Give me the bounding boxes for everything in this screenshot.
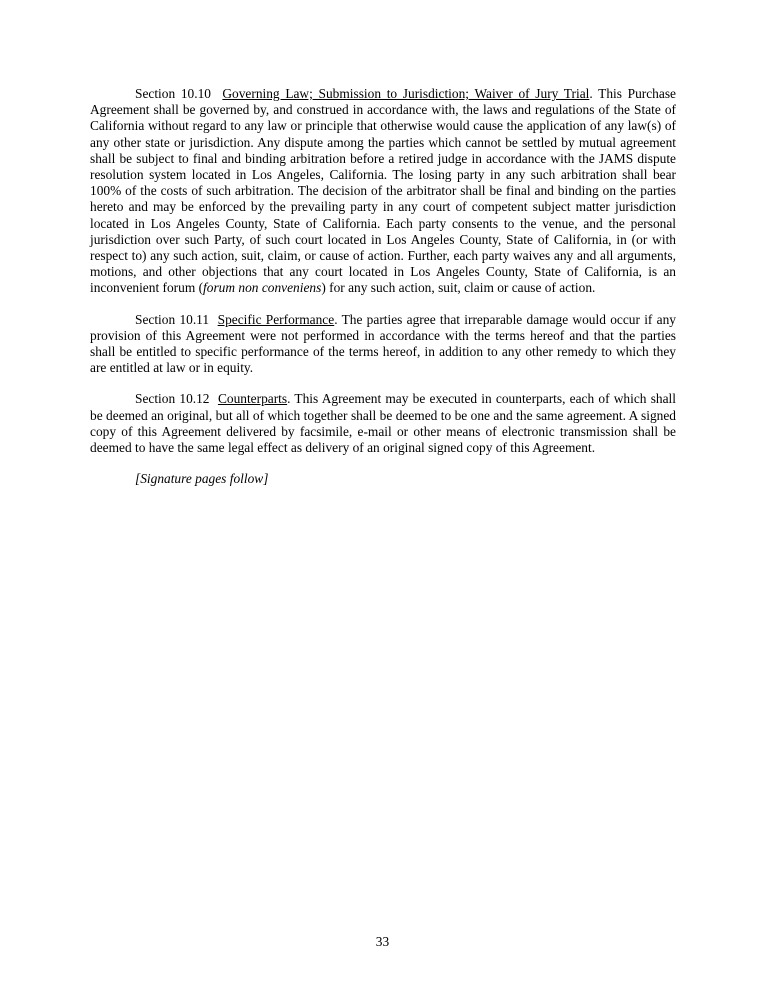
section-label: Section 10.12	[135, 391, 210, 407]
section-label: Section 10.11	[135, 311, 210, 327]
section-body: . This Agreement may be executed in counterparts, each of which shall be deemed an original, but all of which together shall be deemed to be one and the same agreement. A signed copy of this Agreement delivered by facsimile, e-mail or other means of electronic transmission shall be deemed to have the same legal effect as delivery of an original signed copy of this Agreement.	[90, 391, 676, 456]
section-body: . This Purchase Agreement shall be governed by, and construed in accordance with, the laws and regulations of the State of California without regard to any law or principle that otherwise would cause the application of any law(s) of any other state or jurisdiction. Any dispute among the parties which cannot be settled by mutual agreement shall be subject to final and binding arbitration before a retired judge in accordance with the JAMS dispute resolution system located in Los Angeles, California. The losing party in any such arbitration shall bear 100% of the costs of such arbitration. The decision of the arbitrator shall be final and binding on the parties hereto and may be enforced by the prevailing party in any court of competent subject matter jurisdiction located in Los Angeles County, State of California. Each party consents to the venue, and the personal jurisdiction over such Party, of such court located in Los Angeles County, State of California, in (or with respect to) any such action, suit, claim, or cause of action. Further, each party waives any and all arguments, motions, and other objections that any court located in Los Angeles County, State of California, is an inconvenient forum (	[90, 86, 676, 296]
section-10-11-paragraph	[90, 312, 676, 377]
section-10-12-paragraph	[90, 391, 676, 456]
section-heading: Governing Law; Submission to Jurisdiction; Waiver of Jury Trial	[222, 86, 590, 101]
section-10-10-paragraph	[90, 86, 676, 297]
section-heading: Counterparts	[217, 391, 288, 407]
section-label: Section 10.10	[135, 86, 211, 101]
section-body: . The parties agree that irreparable damage would occur if any provision of this Agreement were not performed in accordance with the terms hereof and that the parties shall be entitled to specific performance of the terms hereof, in addition to any other remedy to which they are entitled at law or in equity.	[90, 311, 676, 376]
section-body-continued: ) for any such action, suit, claim or cause of action.	[321, 280, 596, 296]
page-content	[90, 86, 676, 502]
section-heading: Specific Performance	[217, 311, 335, 327]
signature-note: [Signature pages follow]	[135, 471, 269, 487]
latin-phrase: forum non conveniens	[203, 280, 322, 296]
page-number: 33	[375, 933, 390, 949]
